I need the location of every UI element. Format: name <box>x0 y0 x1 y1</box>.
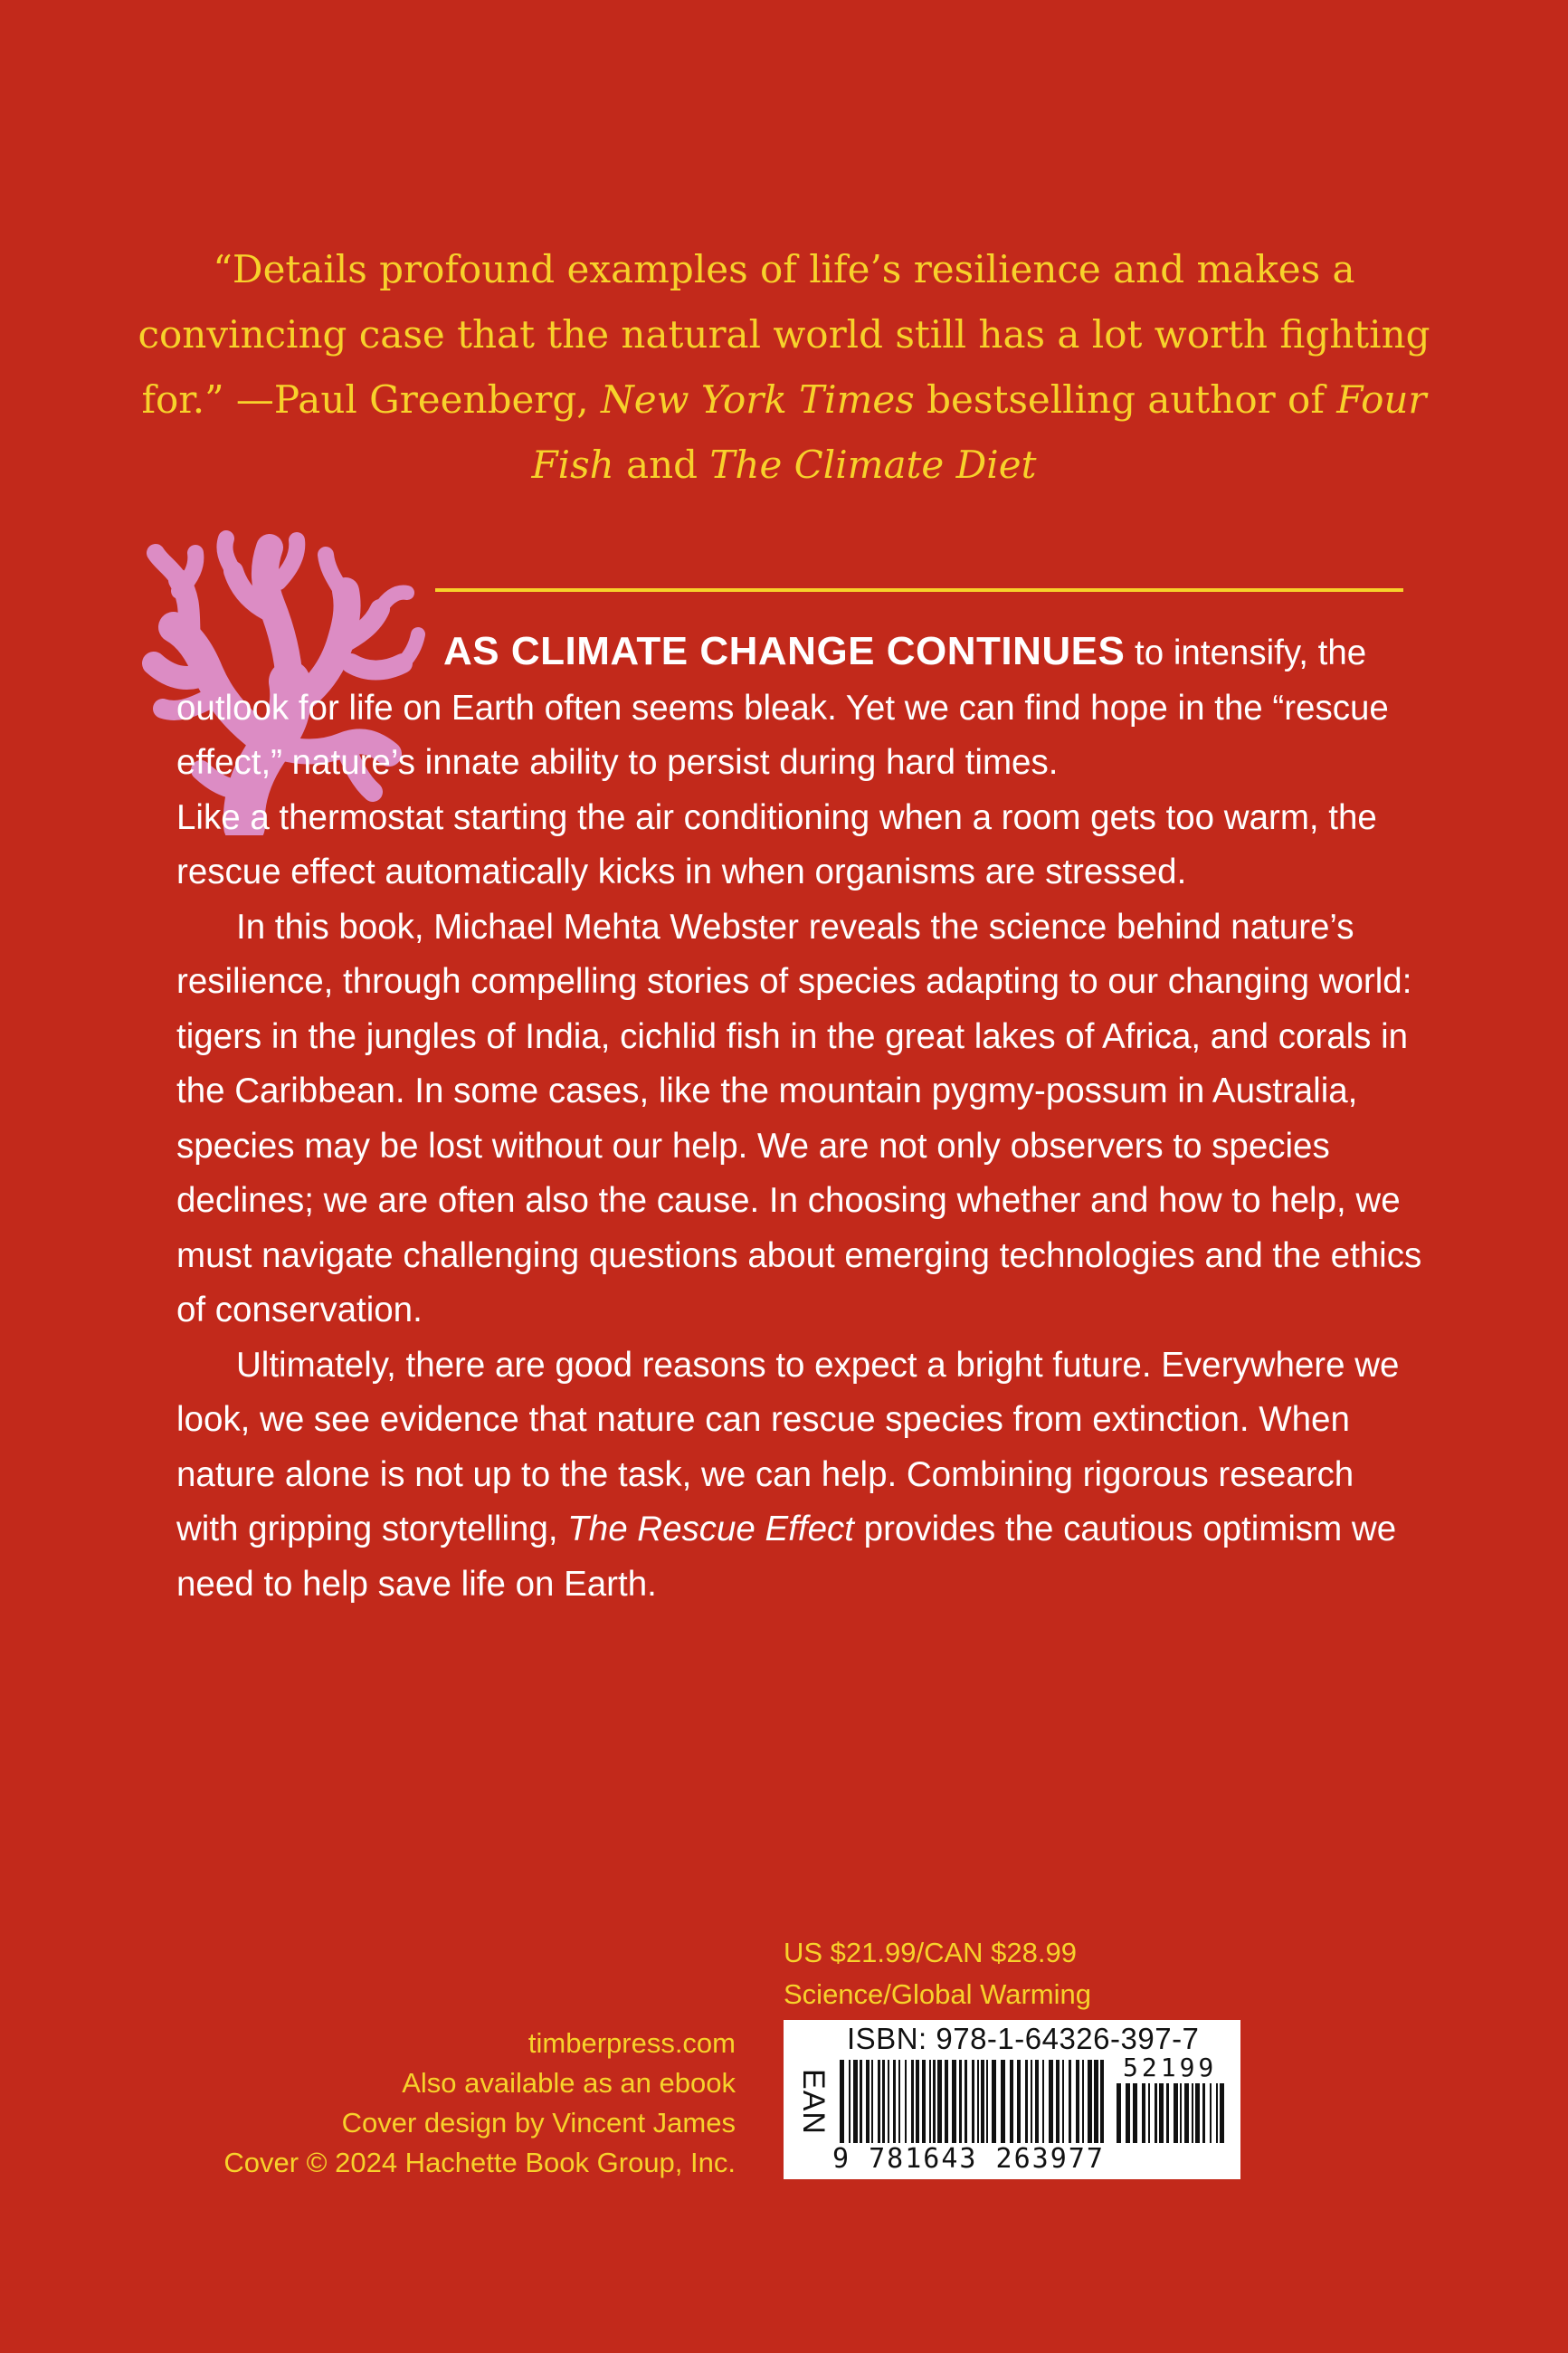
barcode-bar <box>1025 2060 1028 2143</box>
barcode-bar <box>871 2060 873 2143</box>
barcode-bar <box>1202 2083 1205 2143</box>
barcode-bar <box>986 2060 988 2143</box>
barcode-bar <box>1117 2083 1121 2143</box>
isbn-label: ISBN: 978-1-64326-397-7 <box>847 2022 1200 2055</box>
barcode-bar <box>1031 2060 1032 2143</box>
ebook-note: Also available as an ebook <box>402 2067 736 2099</box>
barcode-bar <box>959 2060 962 2143</box>
barcode-bar <box>1082 2060 1084 2143</box>
barcode-bar <box>977 2060 979 2143</box>
barcode-bar <box>1126 2083 1130 2143</box>
barcode-bar <box>1159 2083 1164 2143</box>
barcode-bar <box>1133 2083 1137 2143</box>
barcode-bar <box>937 2060 942 2143</box>
barcode-bar <box>1195 2083 1200 2143</box>
paragraph-3 <box>176 1338 1425 1613</box>
barcode-bar <box>1056 2060 1060 2143</box>
barcode-bar <box>1049 2060 1053 2143</box>
lead-caps: AS CLIMATE CHANGE CONTINUES <box>443 629 1126 673</box>
barcode-bar <box>922 2060 926 2143</box>
barcode-addon-digits: 52199 <box>1123 2053 1218 2082</box>
copyright: Cover © 2024 Hachette Book Group, Inc. <box>223 2147 736 2178</box>
barcode-bar <box>1069 2060 1071 2143</box>
barcode-bar <box>878 2060 880 2143</box>
quote-book-2: The Climate Diet <box>709 443 1037 487</box>
barcode-bar <box>911 2060 914 2143</box>
barcode-bar <box>952 2060 956 2143</box>
barcode-bar <box>888 2060 889 2143</box>
paragraph-1-text: to intensify, the outlook for life on Earth often seems bleak. Yet we can find hope in the “rescue effect,” nature’s innate ability to persist during hard times. <box>176 634 1389 782</box>
quote-text-2: bestselling author of <box>914 377 1337 422</box>
barcode-bar <box>1155 2083 1157 2143</box>
barcode-bar <box>1042 2060 1044 2143</box>
barcode-bars <box>840 2060 1107 2143</box>
barcode-bar <box>1062 2060 1064 2143</box>
divider-rule <box>435 588 1403 592</box>
quote-text: “Details profound examples of life’s resilience and makes a convincing case that the natural world still has a lot worth fighting for.” —Paul Greenberg, <box>138 247 1430 422</box>
quote-publication: New York Times <box>600 377 915 422</box>
paragraph-1 <box>176 624 1425 791</box>
barcode-bar <box>1174 2083 1178 2143</box>
barcode-bar <box>1010 2060 1013 2143</box>
barcode-bar <box>849 2060 851 2143</box>
barcode-bar <box>860 2060 862 2143</box>
barcode-bar <box>992 2060 996 2143</box>
barcode <box>784 2020 1240 2179</box>
credits <box>223 2024 736 2183</box>
publisher-url[interactable]: timberpress.com <box>527 2027 736 2059</box>
barcode-bar <box>965 2060 967 2143</box>
barcode-bar <box>981 2060 984 2143</box>
barcode-bar <box>929 2060 931 2143</box>
barcode-bar <box>1216 2083 1218 2143</box>
barcode-bar <box>898 2060 900 2143</box>
barcode-bar <box>1094 2060 1098 2143</box>
barcode-bar <box>1088 2060 1092 2143</box>
barcode-bar <box>972 2060 974 2143</box>
barcode-bar <box>882 2060 885 2143</box>
barcode-bar <box>853 2060 858 2143</box>
price: US $21.99/CAN $28.99 <box>784 1937 1077 1968</box>
quote-text-3: and <box>613 443 710 487</box>
barcode-bar <box>1184 2083 1189 2143</box>
barcode-bar <box>1210 2083 1212 2143</box>
barcode-digits: 9 781643 263977 <box>832 2143 1105 2175</box>
paragraph-3-end: provides the cautious optimism we need to help save life on Earth. <box>176 1510 1397 1604</box>
barcode-bar <box>1148 2083 1150 2143</box>
paragraph-2: In this book, Michael Mehta Webster reveals the science behind nature’s resilience, through compelling stories of species adapting to our changing world: tigers in the jungles of India, cichlid fish in the great lakes of Africa, and corals in the Caribbean. In some cases, like the mountain pygmy-possum in Australia, species may be lost without our help. We are not only observers to species declines; we are often also the cause. In choosing whether and how to help, we must navigate challenging questions about emerging technologies and the ethics of conservation. <box>176 907 1422 1329</box>
barcode-bar <box>1180 2083 1182 2143</box>
barcode-bar <box>866 2060 870 2143</box>
cover-design-credit: Cover design by Vincent James <box>341 2107 736 2139</box>
barcode-bar <box>945 2060 948 2143</box>
barcode-addon-bars <box>1117 2083 1229 2143</box>
endorsement-quote <box>136 237 1432 498</box>
barcode-bar <box>1100 2060 1104 2143</box>
description <box>176 624 1425 1612</box>
barcode-bar <box>1017 2060 1021 2143</box>
barcode-bar <box>1220 2083 1224 2143</box>
category: Science/Global Warming <box>784 1978 1091 2010</box>
barcode-bar <box>1076 2060 1079 2143</box>
barcode-bar <box>916 2060 919 2143</box>
barcode-bar <box>1001 2060 1005 2143</box>
barcode-bar <box>1166 2083 1169 2143</box>
barcode-bar <box>933 2060 936 2143</box>
barcode-bar <box>1035 2060 1039 2143</box>
paragraph-3-text: Ultimately, there are good reasons to expect a bright future. Everywhere we look, we see evidence that nature can rescue species from extinction. When nature alone is not up to the task, we can help. Combining rigorous research with gripping storytelling, <box>176 1345 1400 1548</box>
barcode-bar <box>905 2060 907 2143</box>
barcode-bar <box>1142 2083 1145 2143</box>
barcode-bar <box>893 2060 896 2143</box>
quote-book-1: Four Fish <box>531 377 1427 487</box>
book-title: The Rescue Effect <box>567 1510 854 1548</box>
barcode-bar <box>840 2060 844 2143</box>
price-block <box>784 1932 1091 2015</box>
ean-label: EAN <box>795 2068 831 2135</box>
barcode-bar <box>1192 2083 1193 2143</box>
paragraph-1-continued: Like a thermostat starting the air conditioning when a room gets too warm, the rescue effect automatically kicks in when organisms are stressed. <box>176 797 1377 891</box>
